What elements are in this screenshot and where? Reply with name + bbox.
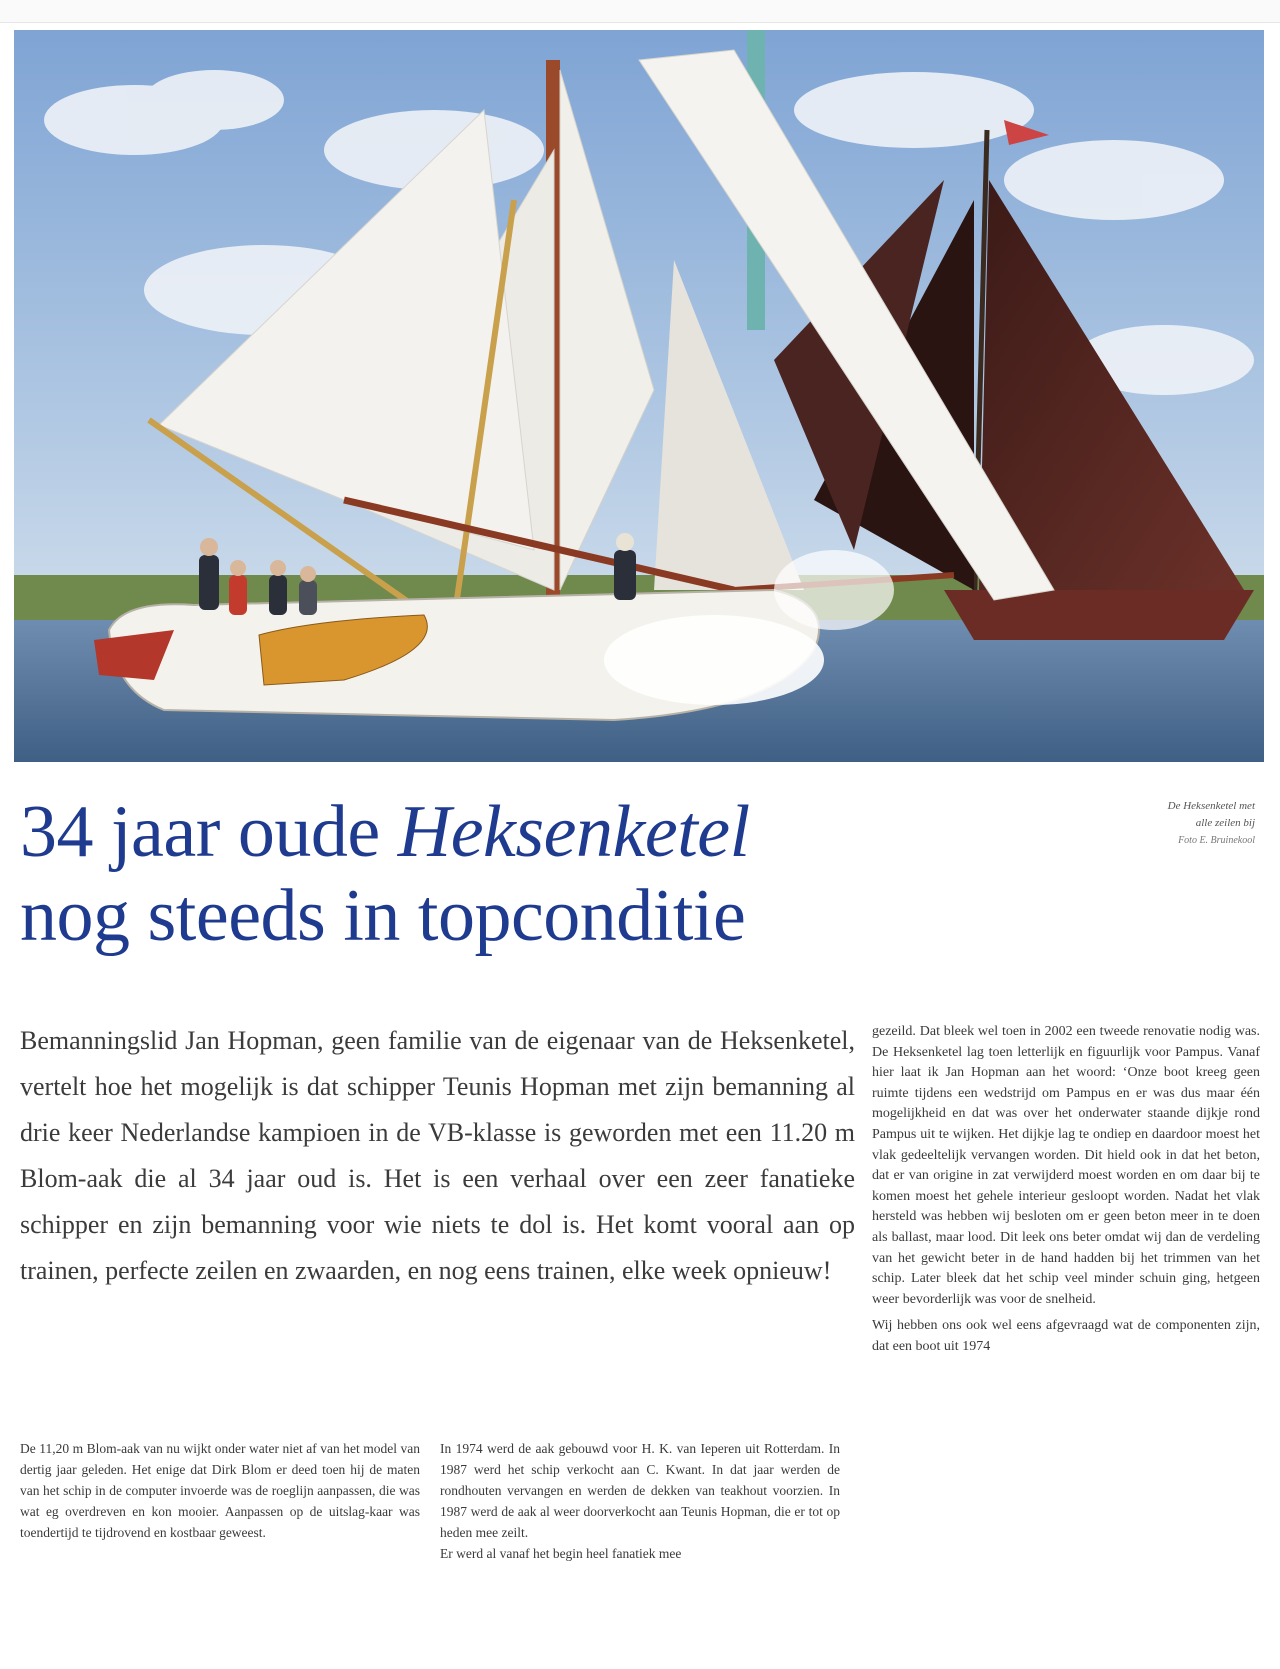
column-3-paragraph-1: gezeild. Dat bleek wel toen in 2002 een tweede renovatie nodig was. De Heksenketel lag toen letterlijk en figuurlijk voor Pampus. Vanaf hier laat ik Jan Hopman aan het woord: ‘Onze boot kreeg geen ruimte tijdens een wedstrijd om Pampus en er was dus maar één mogelijkheid en dat was over het onderwater staande dijkje rond Pampus uit te wijken. Het dijkje lag te ondiep en daardoor moest het vlak gedeeltelijk vervangen worden. Dit hield ook in dat het beton, dat er van origine in zat verwijderd moest worden en om daar bij te komen moest het gehele interieur gesloopt worden. Nadat het vlak hersteld was hebben wij besloten om er geen beton meer in te doen als ballast, maar lood. Dit leek ons beter omdat wij dan de verdeling van het gewicht beter in de hand hadden bij het trimmen van het schip. Later bleek dat het schip veel minder schuin ging, hetgeen weer bevorderlijk was voor de snelheid. — [872, 1024, 1260, 1307]
column-2-paragraph-1: In 1974 werd de aak gebouwd voor H. K. van Ieperen uit Rotterdam. In 1987 werd het schip verkocht aan C. Kwant. In dat jaar werden de rondhouten vervangen en werden de dekken van teakhout voorzien. In 1987 werd de aak al weer doorverkocht aan Teunis Hopman, die er tot op heden mee zeilt. — [440, 1441, 840, 1540]
column-1 — [20, 1438, 420, 1543]
photo-caption — [1090, 798, 1255, 849]
sailing-photo — [14, 30, 1264, 762]
article-lead: Bemanningslid Jan Hopman, geen familie van de eigenaar van de Heksenketel, vertelt hoe het mogelijk is dat schipper Teunis Hopman met zijn bemanning al drie keer Nederlandse kampioen in de VB-klasse is geworden met een 11.20 m Blom-aak die al 34 jaar oud is. Het is een verhaal over een zeer fanatieke schipper en zijn bemanning voor wie niets te dol is. Het komt vooral aan op trainen, perfecte zeilen en zwaarden, en nog eens trainen, elke week opnieuw! — [20, 1026, 855, 1285]
caption-line1: De Heksenketel met — [1167, 800, 1255, 812]
headline-part1: 34 jaar oude — [20, 791, 398, 873]
column-3-paragraph-2: Wij hebben ons ook wel eens afgevraagd wat de componenten zijn, dat een boot uit 1974 — [872, 1318, 1260, 1354]
article-headline — [20, 790, 1070, 958]
headline-boat-name: Heksenketel — [397, 791, 750, 873]
column-3 — [872, 1022, 1260, 1358]
headline-part2: nog steeds in topconditie — [20, 875, 746, 957]
column-1-paragraph: De 11,20 m Blom-aak van nu wijkt onder water niet af van het model van dertig jaar geleden. Het enige dat Dirk Blom er deed toen hij de maten van het schip in de computer invoerde was de roeglijn aanpassen, die was wat eg overdreven en kon mooier. Aanpassen op de uitslag-kaar was toendertijd te tijdrovend en kostbaar geweest. — [20, 1441, 420, 1540]
photo-credit: Foto E. Bruinekool — [1178, 835, 1255, 846]
sailboats-image — [14, 30, 1264, 762]
page-top-border — [0, 0, 1280, 23]
column-2-paragraph-2: Er werd al vanaf het begin heel fanatiek mee — [440, 1546, 682, 1561]
column-2 — [440, 1438, 840, 1564]
caption-line2: alle zeilen bij — [1195, 817, 1255, 829]
